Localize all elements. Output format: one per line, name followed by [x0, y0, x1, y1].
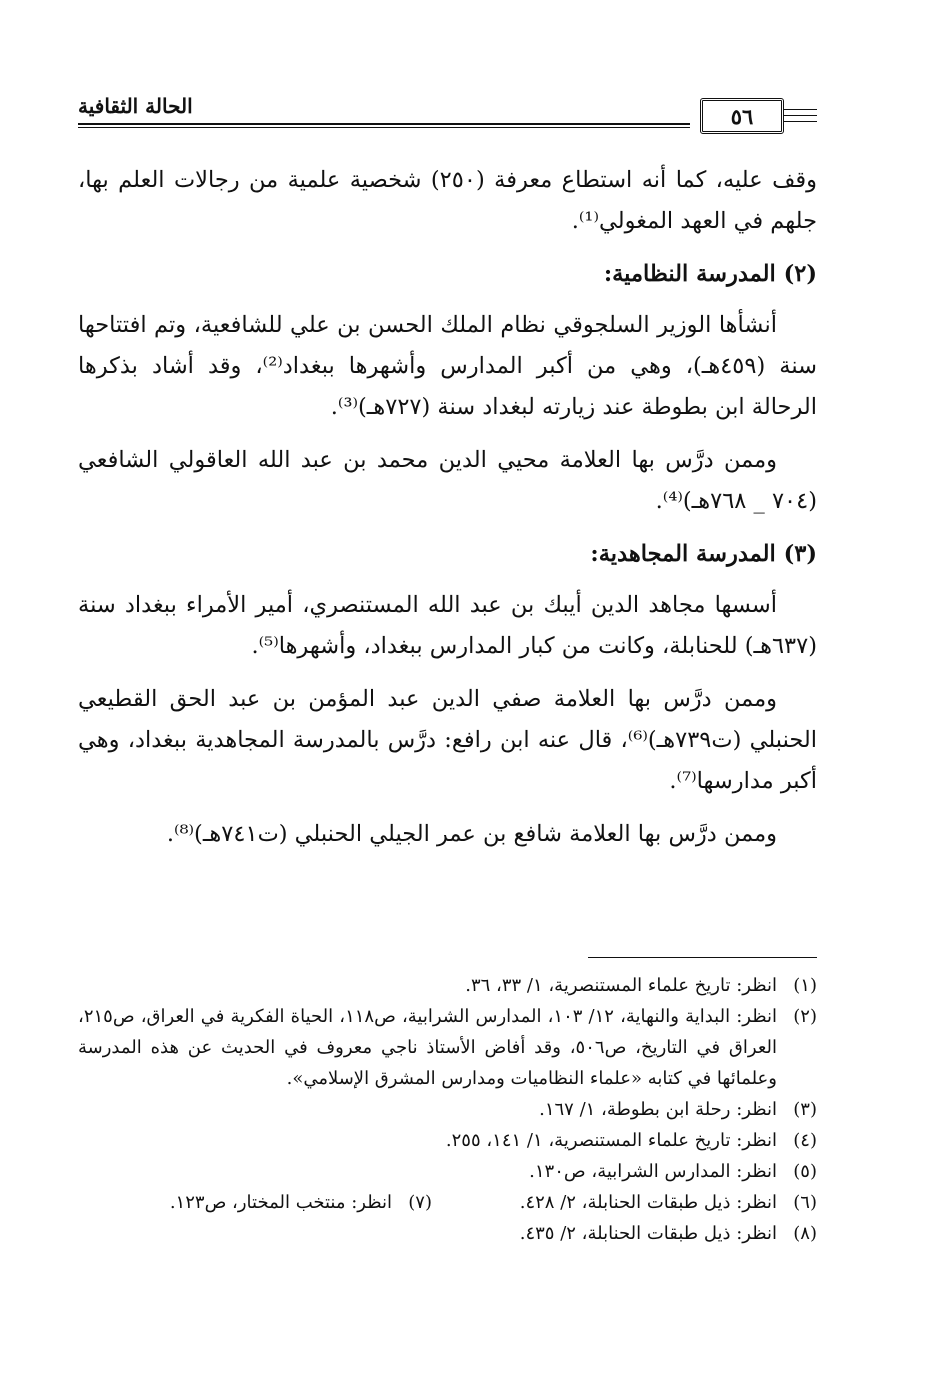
footnote-text: انظر: تاريخ علماء المستنصرية، ١/ ٣٣، ٣٦.	[465, 975, 777, 996]
footnote-number: (٦)	[793, 1192, 817, 1213]
section-heading: (٢) المدرسة النظامية:	[603, 261, 817, 287]
footnote-number: (٧)	[408, 1192, 432, 1213]
footnote	[78, 1156, 817, 1187]
footnote-text: انظر: تاريخ علماء المستنصرية، ١/ ١٤١، ٢٥٥.	[445, 1130, 777, 1151]
footnote	[78, 1218, 817, 1249]
page-number: ٥٦	[730, 103, 754, 129]
footnote-text: انظر: منتخب المختار، ص١٢٣.	[169, 1192, 392, 1213]
paragraph: أنشأها الوزير السلجوقي نظام الملك الحسن بن علي للشافعية، وتم افتتاحها سنة (٤٥٩هـ)، وهي من أكبر المدارس وأشهرها ببغداد⁽²⁾، وقد أشاد بذكرها الرحالة ابن بطوطة عند زيارته لبغداد سنة (٧٢٧هـ)⁽³⁾.	[78, 312, 817, 420]
footnotes	[78, 970, 817, 1249]
footnote-number: (١)	[793, 975, 817, 996]
body-text	[78, 160, 817, 867]
paragraph: وممن درَّس بها العلامة شافع بن عمر الجيلي الحنبلي (ت٧٤١هـ)⁽⁸⁾.	[166, 821, 777, 847]
footnote	[87, 1187, 432, 1218]
header-rule	[78, 127, 690, 128]
header-rule	[78, 123, 690, 125]
page-header	[78, 88, 817, 134]
ornament-rule	[784, 115, 817, 116]
footnote-text: انظر: المدارس الشرابية، ص١٣٠.	[529, 1161, 777, 1182]
footnote-number: (٤)	[793, 1130, 817, 1151]
footnote-number: (٢)	[793, 1006, 817, 1027]
footnote-text: انظر: ذيل طبقات الحنابلة، ٢/ ٤٣٥.	[519, 1223, 777, 1244]
paragraph: أسسها مجاهد الدين أيبك بن عبد الله المستنصري، أمير الأمراء ببغداد سنة (٦٣٧هـ) للحنابلة، وكانت من كبار المدارس ببغداد، وأشهرها⁽⁵⁾.	[78, 592, 817, 659]
footnote	[78, 1125, 817, 1156]
footnote-pair	[78, 1187, 817, 1218]
running-title: الحالة الثقافية	[78, 94, 193, 118]
paragraph: وممن درَّس بها العلامة محيي الدين محمد بن عبد الله العاقولي الشافعي (٧٠٤ _ ٧٦٨هـ)⁽⁴⁾.	[78, 447, 817, 514]
ornament-rule	[784, 121, 817, 122]
footnote-number: (٣)	[793, 1099, 817, 1120]
footnote-number: (٨)	[793, 1223, 817, 1244]
footnote-text: انظر: البداية والنهاية، ١٢/ ١٠٣، المدارس الشرابية، ص١١٨، الحياة الفكرية في العراق، ص٢١٥، العراق في التاريخ، ص٥٠٦، وقد أفاض الأستاذ ناجي معروف في الحديث عن هذه المدرسة وعلمائها في كتابه «علماء النظاميات ومدارس المشرق الإسلامي».	[78, 1006, 777, 1089]
section-heading: (٣) المدرسة المجاهدية:	[590, 541, 817, 567]
ornament-rule	[784, 109, 817, 110]
paragraph: وممن درَّس بها العلامة صفي الدين عبد المؤمن بن عبد الحق القطيعي الحنبلي (ت٧٣٩هـ)⁽⁶⁾، قال عنه ابن رافع: درَّس بالمدرسة المجاهدية ببغداد، وهي أكبر مدارسها⁽⁷⁾.	[78, 686, 817, 794]
paragraph: وقف عليه، كما أنه استطاع معرفة (٢٥٠) شخصية علمية من رجالات العلم بها، جلهم في العهد المغولي⁽¹⁾.	[78, 167, 817, 234]
footnote-text: انظر: ذيل طبقات الحنابلة، ٢/ ٤٢٨.	[519, 1192, 777, 1213]
footnote	[78, 970, 817, 1001]
footnote-text: انظر: رحلة ابن بطوطة، ١/ ١٦٧.	[539, 1099, 777, 1120]
footnote	[78, 1094, 817, 1125]
footnote-separator	[588, 957, 817, 958]
footnote	[472, 1187, 817, 1218]
footnote-number: (٥)	[793, 1161, 817, 1182]
footnote	[78, 1001, 817, 1094]
page-number-box	[700, 98, 784, 134]
